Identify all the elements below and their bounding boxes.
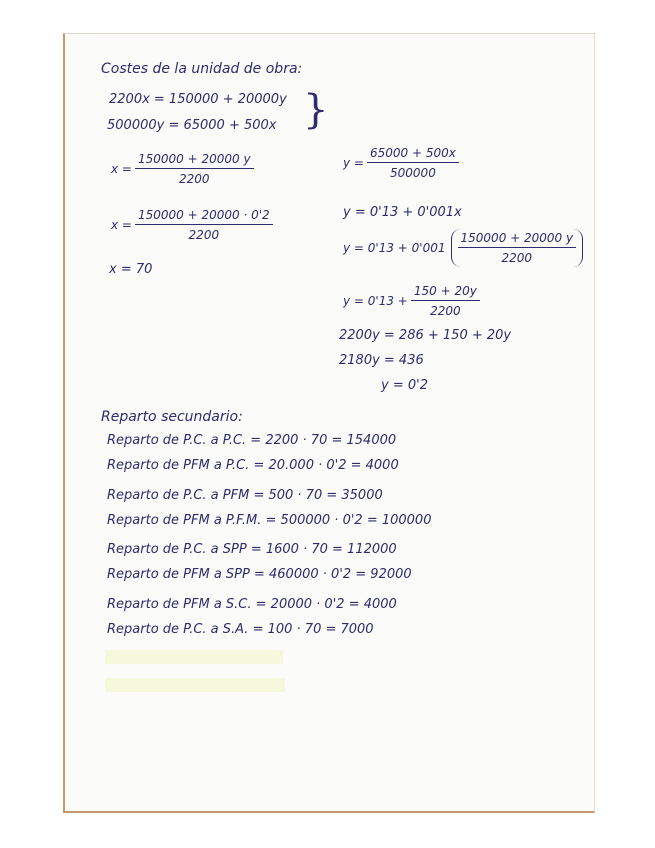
reparto-line: Reparto de PFM a P.C. = 20.000 · 0'2 = 4000 (107, 458, 399, 473)
fraction-numerator: 150 + 20y (411, 284, 480, 301)
fraction-lhs: y = 0'13 + (343, 294, 408, 308)
fraction-denominator: 500000 (390, 166, 436, 180)
section-title-costes: Costes de la unidad de obra: (101, 61, 303, 77)
reparto-line: Reparto de PFM a S.C. = 20000 · 0'2 = 4000 (107, 597, 397, 612)
right-line-5: 2200y = 286 + 150 + 20y (339, 328, 512, 343)
parenthesis-group (451, 229, 584, 267)
x-result: x = 70 (109, 262, 153, 277)
section-title-reparto: Reparto secundario: (101, 409, 243, 425)
fraction-lhs: x = (111, 218, 132, 232)
fraction-denominator: 2200 (179, 172, 210, 186)
system-brace: } (303, 87, 329, 133)
reparto-line: Reparto de P.C. a PFM = 500 · 70 = 35000 (107, 488, 383, 503)
right-fraction-1 (343, 146, 459, 180)
fraction-lhs: y = (343, 156, 364, 170)
faint-highlight-mark (105, 650, 283, 664)
reparto-line: Reparto de P.C. a SPP = 1600 · 70 = 112000 (107, 542, 397, 557)
fraction-denominator: 2200 (501, 251, 533, 265)
fraction-numerator: 65000 + 500x (367, 146, 459, 163)
right-line-2: y = 0'13 + 0'001x (343, 205, 462, 220)
fraction-lhs: y = 0'13 + 0'001 (343, 241, 446, 255)
system-equation-2: 500000y = 65000 + 500x (107, 118, 277, 133)
fraction-denominator: 2200 (430, 304, 461, 318)
fraction-numerator: 150000 + 20000 · 0'2 (135, 208, 273, 225)
left-fraction-1 (111, 152, 254, 186)
fraction-numerator: 150000 + 20000 y (135, 152, 254, 169)
reparto-line: Reparto de PFM a SPP = 460000 · 0'2 = 92000 (107, 567, 412, 582)
reparto-line: Reparto de P.C. a P.C. = 2200 · 70 = 154000 (107, 433, 397, 448)
right-fraction-3 (343, 229, 583, 267)
right-line-7: y = 0'2 (381, 378, 428, 393)
fraction-denominator: 2200 (188, 228, 220, 242)
reparto-line: Reparto de P.C. a S.A. = 100 · 70 = 7000 (107, 622, 374, 637)
faint-highlight-mark (105, 678, 285, 692)
right-fraction-4 (343, 284, 480, 318)
right-line-6: 2180y = 436 (339, 353, 424, 368)
left-fraction-2 (111, 208, 273, 242)
notebook-page (63, 33, 595, 813)
reparto-line: Reparto de PFM a P.F.M. = 500000 · 0'2 = 100000 (107, 513, 432, 528)
fraction-numerator: 150000 + 20000 y (458, 231, 577, 248)
system-equation-1: 2200x = 150000 + 20000y (109, 92, 287, 107)
fraction-lhs: x = (111, 162, 132, 176)
